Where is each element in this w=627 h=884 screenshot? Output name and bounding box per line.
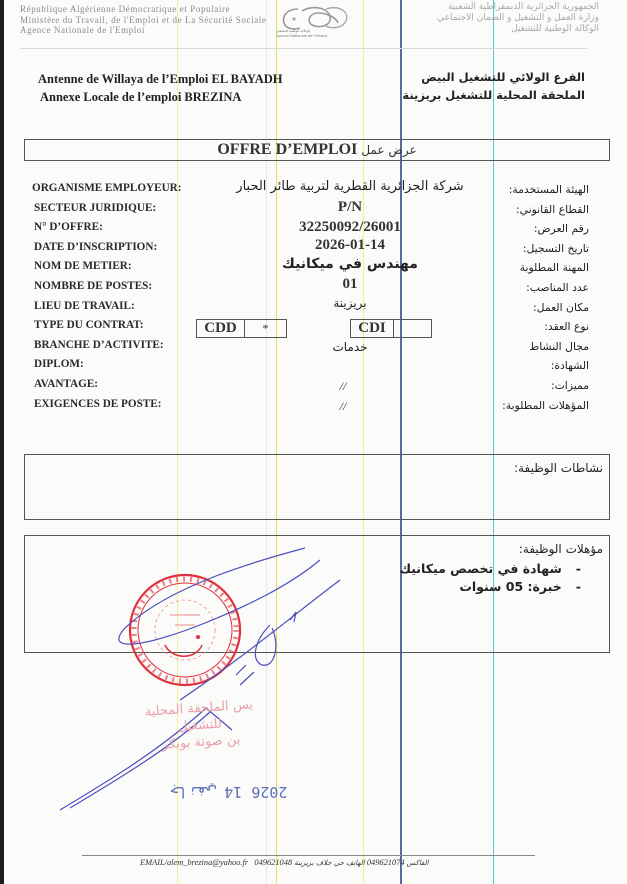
stamp-signature-text bbox=[128, 695, 271, 756]
value-avantage: // bbox=[339, 379, 347, 393]
label-branche: BRANCHE D’ACTIVITE: bbox=[34, 338, 164, 351]
footer-email: EMAIL/alem_brezina@yahoo.fr bbox=[140, 858, 249, 867]
label-organisme: ORGANISME EMPLOYEUR: bbox=[32, 182, 182, 194]
activities-title: نشاطات الوظيفة: bbox=[514, 461, 603, 475]
agency-french bbox=[38, 70, 283, 106]
scan-line bbox=[276, 0, 277, 884]
qualifications-section bbox=[24, 535, 610, 653]
contract-cdd-label: CDD bbox=[197, 320, 245, 337]
republic-text: République Algérienne Démocratique et Populaire bbox=[20, 4, 231, 14]
annexe-line-ar: الملحقة المحلية للتشغيل بريزينة bbox=[402, 88, 585, 102]
label-exigences: EXIGENCES DE POSTE: bbox=[34, 397, 162, 410]
label-diplom-ar: الشهادة: bbox=[550, 359, 589, 373]
logo-caption-ar: الوكالة الوطنية للتشغيل bbox=[276, 29, 311, 33]
label-postes: NOMBRE DE POSTES: bbox=[34, 279, 153, 292]
label-postes-ar: عدد المناصب: bbox=[526, 280, 589, 294]
label-secteur-ar: القطاع القانوني: bbox=[515, 202, 589, 216]
agency-text-ar: الوكالة الوطنية للتشغيل bbox=[511, 24, 599, 34]
stamp-line: يس الملحقة المحلية bbox=[144, 697, 254, 720]
footer-address: حي خلاف بريزينة bbox=[294, 859, 344, 867]
agency-text: Agence Nationale de l'Emploi bbox=[20, 25, 146, 35]
logo-caption-fr: Agence Nationale de l'Emploi bbox=[276, 33, 328, 38]
label-avantage-ar: مميزات: bbox=[550, 378, 589, 392]
antenne-line-ar: الفرع الولائي للتشغيل البيض bbox=[421, 70, 585, 84]
scan-line bbox=[266, 0, 267, 884]
label-exigences-ar: المؤهلات المطلوبة: bbox=[502, 398, 589, 412]
scan-line bbox=[493, 0, 494, 884]
scan-line bbox=[400, 0, 402, 884]
header-french bbox=[20, 4, 266, 36]
qualifications-title: مؤهلات الوظيفة: bbox=[518, 542, 603, 556]
label-num-offre-ar: رقم العرض: bbox=[533, 222, 589, 236]
field-labels-french bbox=[32, 179, 181, 414]
label-contrat-ar: نوع العقد: bbox=[544, 320, 589, 334]
bullet: - bbox=[575, 579, 581, 594]
contract-cdi-label: CDI bbox=[351, 320, 394, 337]
title-french: OFFRE D’EMPLOI bbox=[217, 141, 358, 158]
qualifications-list bbox=[400, 560, 581, 596]
value-secteur: P/N bbox=[337, 199, 363, 215]
scan-line bbox=[363, 0, 364, 884]
label-lieu-ar: مكان العمل: bbox=[533, 300, 589, 314]
activities-section bbox=[24, 454, 610, 520]
qualification-experience: خبرة: 05 سنوات bbox=[459, 579, 562, 594]
date-stamp: 2026 جانفي 14 bbox=[170, 783, 288, 801]
label-organisme-ar: الهيئة المستخدمة: bbox=[508, 183, 589, 196]
scan-edge bbox=[0, 0, 4, 884]
label-date-ar: تاريخ التسجيل: bbox=[522, 241, 589, 255]
header-arabic bbox=[437, 2, 599, 35]
footer-phone: 049621074 bbox=[366, 858, 405, 867]
footer-divider bbox=[82, 855, 535, 856]
stamp-line: بن صوتة بوبكر bbox=[161, 732, 241, 753]
contract-cdd-box[interactable] bbox=[196, 319, 287, 338]
value-branche: خدمات bbox=[332, 340, 368, 354]
ministry-text: Ministère du Travail, de l'Emploi et de La Sécurité Sociale bbox=[20, 14, 267, 25]
republic-text-ar: الجمهورية الجزائرية الديمقراطية الشعبية bbox=[448, 2, 599, 12]
value-metier: مهندس في ميكانيك bbox=[282, 256, 418, 272]
ministry-text-ar: وزارة العمل و التشغيل و الضمان الاجتماعي bbox=[437, 13, 599, 23]
qualification-item bbox=[400, 560, 581, 578]
contract-cdd-checkmark: * bbox=[262, 321, 269, 335]
label-lieu: LIEU DE TRAVAIL: bbox=[34, 299, 135, 312]
footer-fax: 049621048 bbox=[254, 858, 293, 867]
value-lieu: بريزينة bbox=[333, 296, 367, 310]
footer-fax-label: الفاكس bbox=[406, 859, 429, 867]
value-organisme: شركة الجزائرية القطرية لتربية طائر الحبار bbox=[236, 179, 464, 194]
label-branche-ar: مجال النشاط bbox=[529, 339, 589, 353]
label-date: DATE D’INSCRIPTION: bbox=[34, 240, 158, 253]
label-num-offre: N° D’OFFRE: bbox=[34, 221, 103, 234]
antenne-line: Antenne de Willaya de l’Emploi EL BAYADH bbox=[38, 72, 283, 86]
value-postes: 01 bbox=[342, 276, 358, 292]
value-exigences: // bbox=[339, 399, 347, 413]
agency-arabic bbox=[402, 68, 585, 104]
document-title bbox=[24, 139, 610, 161]
value-num-offre: 32250092/26001 bbox=[299, 219, 401, 235]
footer-phone-label: الهاتف bbox=[346, 859, 365, 867]
contract-cdi-checkmark bbox=[394, 320, 431, 337]
qualification-diploma: شهادة في تخصص ميكانيك bbox=[399, 561, 562, 576]
label-metier-ar: المهنة المطلوبة bbox=[519, 261, 589, 275]
label-metier: NOM DE METIER: bbox=[34, 260, 132, 273]
footer-contact bbox=[140, 858, 460, 867]
logo-caption bbox=[276, 29, 356, 38]
value-date: 2026-01-14 bbox=[315, 237, 385, 253]
label-secteur: SECTEUR JURIDIQUE: bbox=[34, 201, 157, 214]
title-arabic: عرض عمل bbox=[361, 143, 417, 157]
annexe-line: Annexe Locale de l’emploi BREZINA bbox=[40, 90, 242, 104]
label-avantage: AVANTAGE: bbox=[34, 377, 99, 390]
qualification-item bbox=[400, 578, 581, 596]
label-diplom: DIPLOM: bbox=[34, 358, 84, 371]
label-contrat: TYPE DU CONTRAT: bbox=[34, 319, 144, 332]
bullet: - bbox=[575, 561, 581, 576]
contract-cdi-box[interactable] bbox=[350, 319, 432, 338]
stamp-line: للتشغيل bbox=[177, 716, 223, 735]
header-divider bbox=[20, 48, 587, 49]
